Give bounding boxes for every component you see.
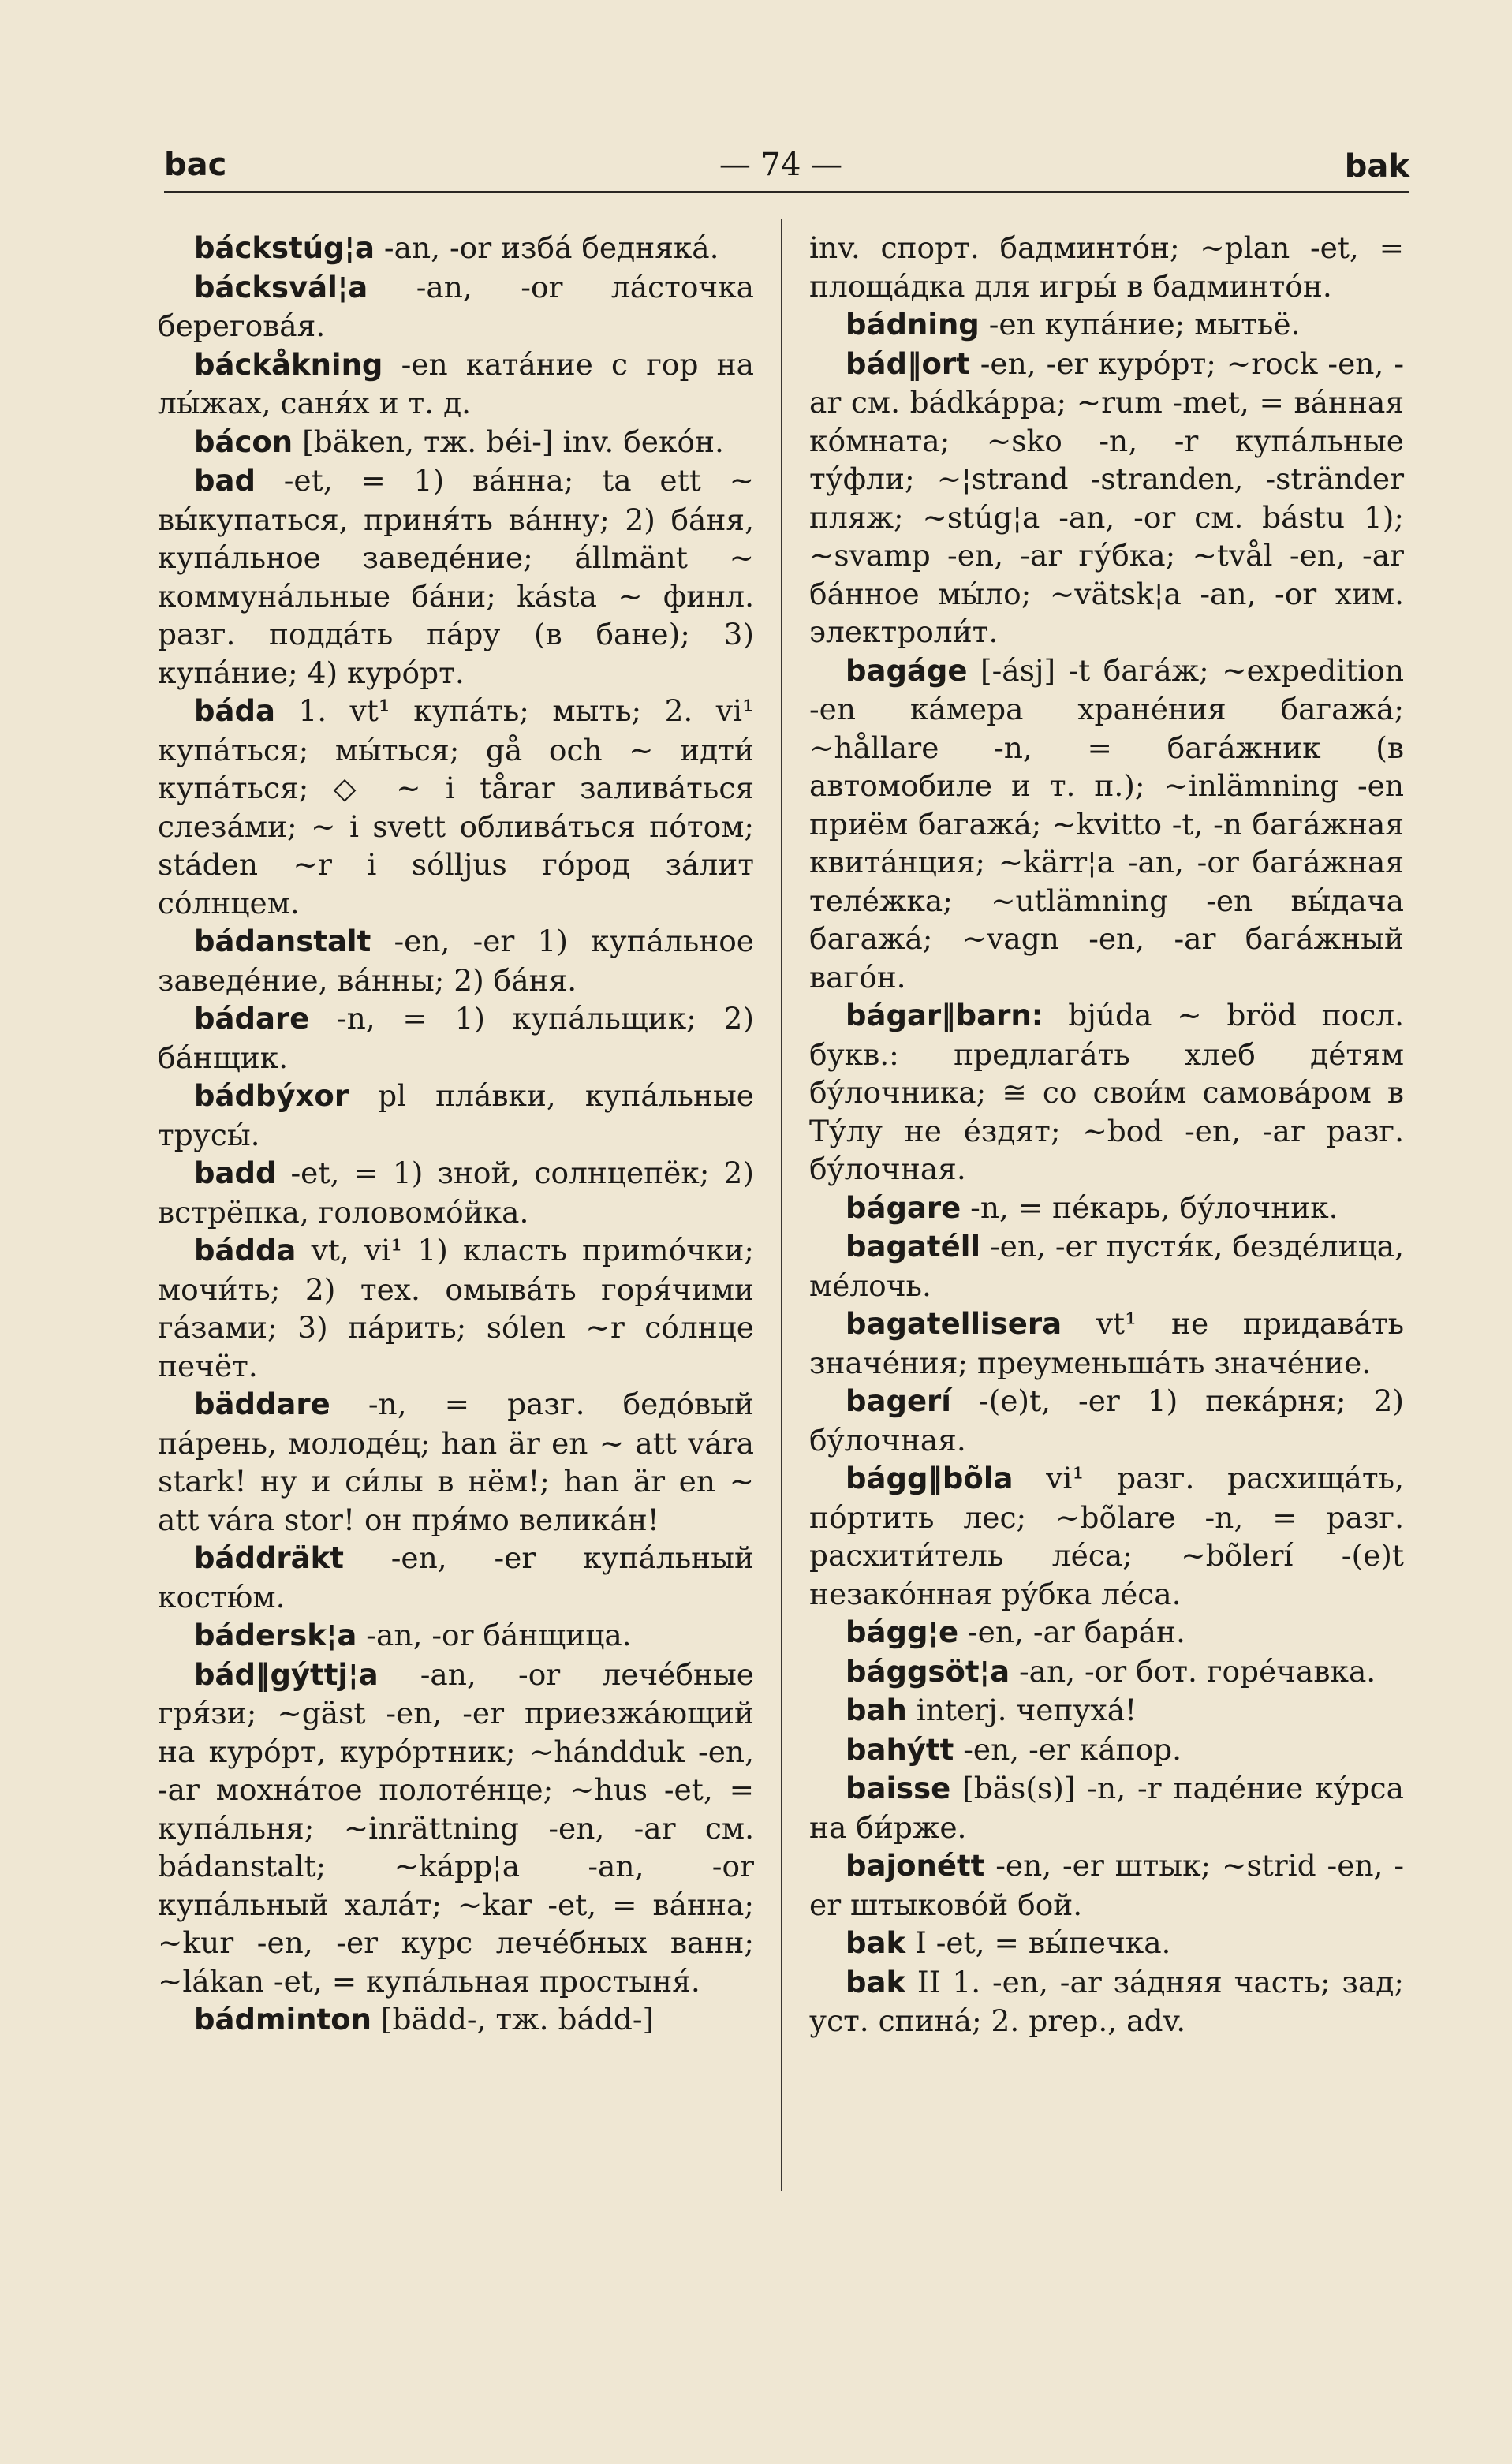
dictionary-entry <box>809 1730 1404 1770</box>
entry-headword: bajonétt <box>846 1849 985 1883</box>
entry-definition: -en, -ar бара́н. <box>958 1615 1185 1649</box>
dictionary-entry <box>158 922 754 999</box>
entry-definition: -an, -or бот. горе́чавка. <box>1010 1653 1376 1689</box>
dictionary-entry <box>809 1613 1404 1652</box>
entry-definition: -an, -or лече́бные гря́зи; ~gäst -en, -er приезжа́ющий на куро́рт, куро́ртник; ~hándduk -en, -ar мохна́тое полоте́нце; ~hus -et, = купа́льня; ~inrättning -en, -ar см. bádanstalt; ~kápp¦a -an, -or купа́льный хала́т; ~kar -et, = ва́нна; ~kur -en, -er курс лече́бных ванн; ~lákan -et, = купа́льная простыня́. <box>158 1656 754 1999</box>
entry-definition: -n, = пе́карь, бу́лочник. <box>961 1189 1338 1225</box>
dictionary-entry <box>809 345 1404 651</box>
dictionary-entry <box>158 423 754 462</box>
entry-definition: -en, -er куро́рт; ~rock -en, -ar см. bádkáppa; ~rum -met, = ва́нная ко́мната; ~sko -n, -r купа́льные ту́фли; ~¦strand -stranden, -stränder пляж; ~stúg¦a -an, -or см. bástu 1); ~svamp -en, -ar гу́бка; ~tvål -en, -ar ба́нное мы́ло; ~vätsk¦a -an, -or хим. электроли́т. <box>809 345 1404 649</box>
entry-definition: -n, = разг. бедо́вый па́рень, молоде́ц; han är en ~ att vára stark! ну и си́лы в нём!; han är en ~ att vára stor! он пря́мо велика́н! <box>158 1387 754 1537</box>
dictionary-entry <box>809 1846 1404 1924</box>
dictionary-entry <box>158 1231 754 1385</box>
dictionary-entry <box>158 999 754 1077</box>
entry-definition: bjúda ~ bröd посл. букв.: предлага́ть хлеб де́тям бу́лочника; ≅ со свои́м самова́ром в Ту́лу не е́здят; ~bod -en, -ar разг. бу́лочная. <box>809 998 1404 1186</box>
entry-headword: bággsöt¦a <box>846 1654 1010 1689</box>
dictionary-entry <box>809 1189 1404 1228</box>
entry-headword: bádare <box>194 1002 310 1036</box>
dictionary-entry <box>809 1382 1404 1459</box>
dictionary-entry <box>158 268 754 345</box>
entry-definition: pl пла́вки, купа́льные трусы́. <box>158 1078 754 1152</box>
entry-headword: bádersk¦a <box>194 1618 357 1652</box>
entry-headword: báddräkt <box>194 1541 344 1575</box>
left-column <box>158 229 754 2040</box>
entry-definition: -n, = 1) купа́льщик; 2) ба́нщик. <box>158 1001 754 1075</box>
entry-definition: [bäken, тж. béi-] inv. беко́н. <box>293 424 724 459</box>
dictionary-entry <box>809 229 1404 305</box>
dictionary-entry <box>809 1769 1404 1846</box>
dictionary-entry <box>809 1305 1404 1382</box>
left-guide-word: bac <box>164 147 227 183</box>
right-guide-word: bak <box>1344 148 1409 185</box>
header-rule <box>164 191 1409 193</box>
entry-headword: badd <box>194 1156 277 1190</box>
dictionary-entry <box>809 1963 1404 2040</box>
entry-definition: II 1. -en, -ar за́дняя часть; зад; уст. спина́; 2. prep., adv. <box>809 1964 1404 2038</box>
entry-definition: [bäs(s)] -n, -r паде́ние ку́рса на би́рже. <box>809 1771 1404 1845</box>
column-divider <box>781 219 782 2191</box>
entry-headword: báckåkning <box>194 347 383 382</box>
entry-definition: -en, -er 1) купа́льное заведе́ние, ва́нны; 2) ба́ня. <box>158 924 754 998</box>
dictionary-entry <box>158 1539 754 1616</box>
dictionary-entry <box>158 1616 754 1656</box>
entry-definition: -en, -er купа́льный костю́м. <box>158 1540 754 1615</box>
entry-definition: -an, -or ба́нщица. <box>357 1618 632 1652</box>
entry-headword: bagatéll <box>846 1230 981 1264</box>
entry-definition: -(e)t, -er 1) пека́рня; 2) бу́лочная. <box>809 1383 1404 1458</box>
entry-definition: -an, -or изба́ бедняка́. <box>375 230 719 265</box>
entry-headword: bad <box>194 464 256 498</box>
entry-definition: 1. vt¹ купа́ть; мыть; 2. vi¹ купа́ться; мы́ться; gå och ~ идти́ купа́ться; ◇ ~ i tårar залива́ться слеза́ми; ~ i svett облива́ться по́том; stáden ~r i sólljus го́род за́лит со́лнцем. <box>158 693 754 920</box>
entry-headword: bágar‖barn: <box>846 999 1043 1032</box>
entry-definition: vt, vi¹ 1) класть приmо́чки; мочи́ть; 2) тех. омыва́ть горя́чими га́зами; 3) па́рить; sólen ~r со́лнце печёт. <box>158 1233 754 1383</box>
entry-definition: -et, = 1) ва́нна; ta ett ~ вы́купаться, приня́ть ва́нну; 2) ба́ня, купа́льное заведе́ние; állmänt ~ коммуна́льные ба́ни; kásta ~ финл. разг. подда́ть па́ру (в бане); 3) купа́ние; 4) куро́рт. <box>158 463 754 690</box>
entry-headword: bácon <box>194 424 293 459</box>
entry-headword: bád‖ort <box>846 346 970 381</box>
dictionary-entry <box>158 229 754 268</box>
entry-headword: bádda <box>194 1234 297 1267</box>
dictionary-entry <box>158 692 754 922</box>
entry-headword: bak <box>846 1965 906 1999</box>
entry-definition: [-ásj] -t бага́ж; ~expedition -en ка́мера хране́ния багажа́; ~hållare -n, = бага́жник (в автомобиле и т. п.); ~inlämning -en приём багажа́; ~kvitto -t, -n бага́жная квита́нция; ~kärr¦a -an, -or бага́жная теле́жка; ~utlämning -en вы́дача багажа́; ~vagn -en, -ar бага́жный ваго́н. <box>809 652 1404 995</box>
dictionary-entry <box>809 1459 1404 1613</box>
entry-headword: bagatellisera <box>846 1307 1062 1341</box>
entry-definition: -en купа́ние; мытьё. <box>979 307 1301 342</box>
entry-definition: -en ката́ние с гор на лы́жах, саня́х и т. д. <box>158 346 754 420</box>
dictionary-entry <box>809 1691 1404 1730</box>
page-header <box>0 0 1512 205</box>
entry-definition: interj. чепуха́! <box>906 1693 1137 1727</box>
entry-definition: vi¹ разг. расхища́ть, по́ртить лес; ~bõlare -n, = разг. расхити́тель ле́са; ~bõlerí -(e)t незако́нная ру́бка ле́са. <box>809 1461 1404 1611</box>
entry-definition: [bädd-, тж. bádd-] <box>371 2002 655 2037</box>
entry-headword: báda <box>194 694 275 728</box>
entry-headword: bácksvál¦a <box>194 270 368 304</box>
entry-headword: bádminton <box>194 2003 371 2037</box>
entry-headword: bágare <box>846 1190 961 1225</box>
entry-definition: vt¹ не придава́ть значе́ния; преуменьша́ть значе́ние. <box>809 1306 1404 1380</box>
entry-headword: bäddare <box>194 1387 330 1421</box>
entry-headword: bádning <box>846 308 980 342</box>
dictionary-entry <box>158 1154 754 1231</box>
dictionary-entry <box>809 651 1404 997</box>
entry-definition: I -et, = вы́печка. <box>905 1925 1171 1960</box>
entry-definition: -en, -er ка́пор. <box>954 1731 1182 1767</box>
dictionary-entry <box>158 1077 754 1154</box>
dictionary-entry <box>809 1924 1404 1963</box>
entry-definition: inv. спорт. бадминто́н; ~plan -et, = площа́дка для игры́ в бадминто́н. <box>809 230 1404 304</box>
dictionary-entry <box>158 1385 754 1539</box>
entry-headword: bak <box>846 1926 906 1960</box>
dictionary-entry <box>158 1656 754 2001</box>
entry-headword: bagáge <box>846 653 968 688</box>
dictionary-entry <box>809 1652 1404 1692</box>
entry-headword: báckstúg¦a <box>194 231 375 265</box>
entry-headword: bagerí <box>846 1384 951 1418</box>
entry-headword: bágg‖bõla <box>846 1462 1014 1495</box>
page-number: — 74 — <box>719 147 843 183</box>
entry-definition: -en, -er пустя́к, безде́лица, ме́лочь. <box>809 1229 1405 1303</box>
dictionary-entry <box>158 2000 754 2040</box>
right-column <box>809 229 1404 2040</box>
entry-definition: -et, = 1) зной, солнцепёк; 2) встрёпка, головомо́йка. <box>158 1155 754 1230</box>
entry-headword: bahýtt <box>846 1732 954 1767</box>
dictionary-entry <box>809 996 1404 1189</box>
entry-definition: -an, -or ла́сточка берегова́я. <box>158 269 754 343</box>
entry-headword: bah <box>846 1693 907 1727</box>
dictionary-entry <box>158 461 754 692</box>
entry-headword: bádbýxor <box>194 1079 349 1113</box>
dictionary-entry <box>809 1227 1404 1305</box>
entry-headword: bágg¦e <box>846 1615 959 1649</box>
entry-headword: bád‖gýttj¦a <box>194 1657 379 1692</box>
dictionary-entry <box>158 345 754 423</box>
entry-headword: bádanstalt <box>194 924 371 958</box>
dictionary-entry <box>809 305 1404 345</box>
entry-definition: -en, -er штык; ~strid -en, -er штыково́й бой. <box>809 1848 1404 1922</box>
entry-headword: baisse <box>846 1771 951 1805</box>
